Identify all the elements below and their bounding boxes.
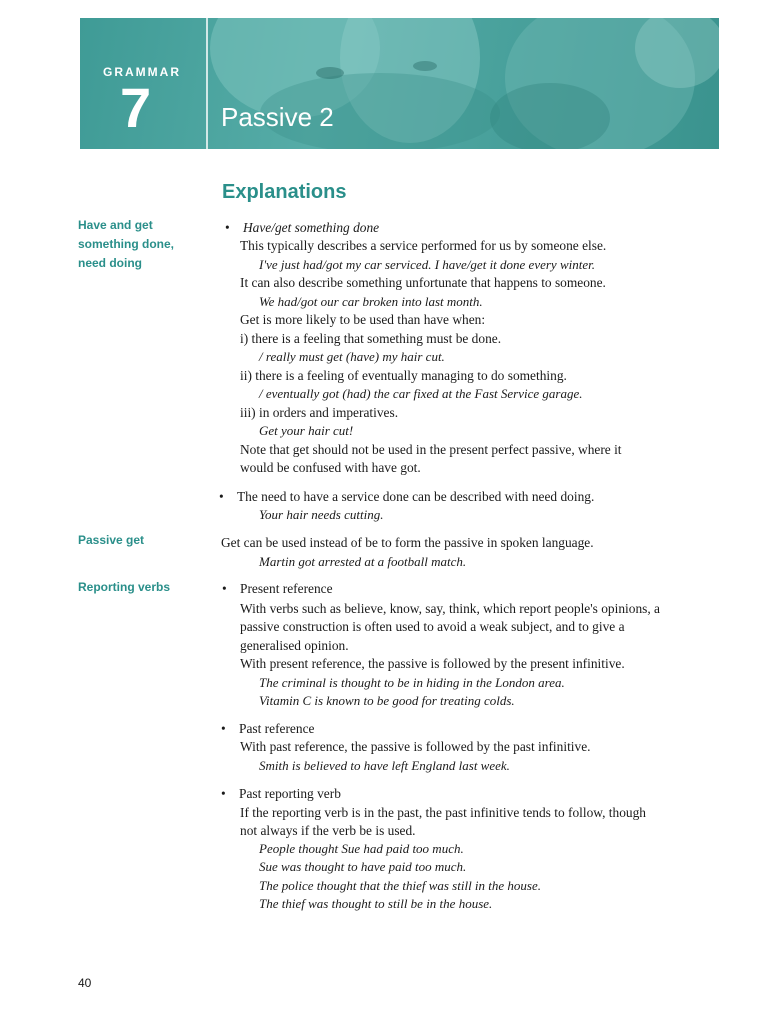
example-line: Martin got arrested at a football match. [259,554,467,569]
example-line: I've just had/got my car serviced. I have/get it done every winter. [259,257,595,272]
body-line: Get is more likely to be used than have when: [240,312,486,327]
example-line: The thief was thought to still be in the house. [259,896,493,911]
bullet-have-get: • Have/get something done [243,219,379,236]
bullet-present-reference: • Present reference [240,580,333,597]
unit-title: Passive 2 [221,102,334,132]
unit-header-banner [80,18,719,149]
example-line: People thought Sue had paid too much. [259,841,464,856]
side-label-passive-get: Passive get [78,533,145,547]
side-label-line: Have and get [78,218,153,232]
example-line: / eventually got (had) the car fixed at the Fast Service garage. [259,386,583,401]
example-line: Get your hair cut! [259,423,354,438]
body-line: iii) in orders and imperatives. [240,405,399,420]
example-line: / really must get (have) my hair cut. [259,349,445,364]
side-label-line: need doing [78,256,142,270]
bullet-need-doing: • The need to have a service done can be described with need doing. [237,488,594,505]
body-line: generalised opinion. [240,638,349,653]
series-label: GRAMMAR [103,65,181,79]
side-label-reporting-verbs: Reporting verbs [78,580,171,594]
body-line: i) there is a feeling that something must be done. [240,331,502,346]
unit-number: 7 [120,76,152,139]
body-line: passive construction is often used to avoid a weak subject, and to give a [240,619,625,634]
body-line: With present reference, the passive is followed by the present infinitive. [240,656,625,671]
body-line: not always if the verb be is used. [240,823,416,838]
section-heading: Explanations [222,181,347,203]
banner-divider [206,18,208,149]
bullet-past-reference: • Past reference [239,720,314,737]
body-line: With past reference, the passive is followed by the past infinitive. [240,739,591,754]
body-line: would be confused with have got. [240,460,421,475]
body-line: ii) there is a feeling of eventually managing to do something. [240,368,567,383]
side-label-line: something done, [78,237,174,251]
body-line: Note that get should not be used in the present perfect passive, where it [240,442,622,457]
side-label-have-get [78,216,174,273]
example-line: Vitamin C is known to be good for treating colds. [259,693,515,708]
example-line: Your hair needs cutting. [259,507,384,522]
body-line: If the reporting verb is in the past, the past infinitive tends to follow, though [240,805,646,820]
example-line: The police thought that the thief was still in the house. [259,878,542,893]
bullet-past-reporting-verb: • Past reporting verb [239,785,341,802]
example-line: Smith is believed to have left England last week. [259,758,510,773]
body-line: With verbs such as believe, know, say, think, which report people's opinions, a [240,601,660,616]
body-line: Get can be used instead of be to form the passive in spoken language. [221,535,594,550]
page-number: 40 [78,976,92,990]
body-line: This typically describes a service performed for us by someone else. [240,238,607,253]
body-line: It can also describe something unfortunate that happens to someone. [240,275,606,290]
header-photo [80,18,719,149]
example-line: Sue was thought to have paid too much. [259,859,467,874]
example-line: The criminal is thought to be in hiding in the London area. [259,675,565,690]
example-line: We had/got our car broken into last month. [259,294,483,309]
